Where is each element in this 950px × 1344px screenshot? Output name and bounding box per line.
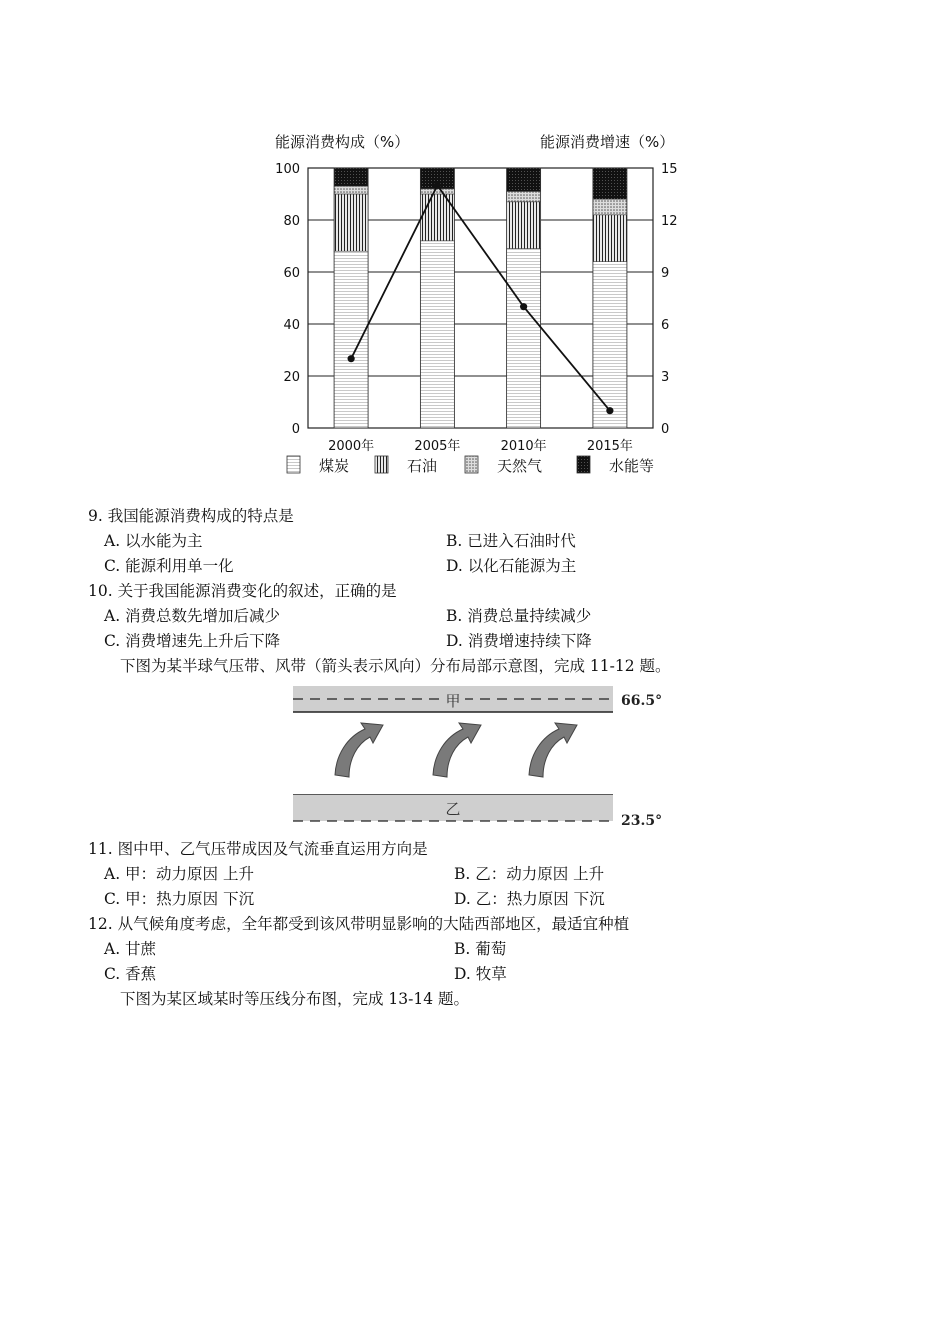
bar-segment bbox=[593, 199, 627, 215]
y-tick-label: 60 bbox=[283, 266, 300, 281]
q10-option-d[interactable]: D. 消费增速持续下降 bbox=[446, 632, 592, 650]
q11-option-d[interactable]: D. 乙：热力原因 下沉 bbox=[454, 890, 605, 908]
q12-stem: 12. 从气候角度考虑，全年都受到该风带明显影响的大陆西部地区，最适宜种植 bbox=[88, 915, 630, 933]
intro-13-14: 下图为某区域某时等压线分布图，完成 13-14 题。 bbox=[120, 990, 470, 1008]
q10-option-c[interactable]: C. 消费增速先上升后下降 bbox=[104, 632, 281, 650]
energy-consumption-chart bbox=[265, 125, 705, 495]
legend-label: 石油 bbox=[407, 457, 438, 475]
y-tick-label: 100 bbox=[275, 162, 300, 177]
y2-tick-label: 12 bbox=[661, 214, 678, 229]
legend-label: 水能等 bbox=[609, 457, 655, 475]
bar-segment bbox=[593, 262, 627, 428]
upper-lat-label: 66.5° bbox=[621, 693, 663, 709]
q10-stem: 10. 关于我国能源消费变化的叙述，正确的是 bbox=[88, 582, 397, 600]
bar-segment bbox=[334, 194, 368, 251]
bar-segment bbox=[334, 186, 368, 194]
y-tick-label: 0 bbox=[291, 422, 300, 437]
y2-tick-label: 0 bbox=[661, 422, 670, 437]
bar-segment bbox=[593, 168, 627, 199]
bar-segment bbox=[420, 189, 454, 194]
bar-segment bbox=[507, 191, 541, 201]
chart-legend bbox=[287, 456, 654, 475]
q11-option-c[interactable]: C. 甲：热力原因 下沉 bbox=[104, 890, 255, 908]
y2-tick-label: 3 bbox=[661, 370, 670, 385]
left-axis-title: 能源消费构成（%） bbox=[275, 133, 410, 151]
upper-belt-label: 甲 bbox=[445, 692, 461, 710]
q9-option-d[interactable]: D. 以化石能源为主 bbox=[446, 557, 577, 575]
intro-11-12: 下图为某半球气压带、风带（箭头表示风向）分布局部示意图，完成 11-12 题。 bbox=[120, 657, 671, 675]
legend-swatch bbox=[465, 456, 478, 473]
wind-arrow-icon bbox=[335, 723, 383, 777]
q9-stem: 9. 我国能源消费构成的特点是 bbox=[88, 507, 294, 525]
q12-option-b[interactable]: B. 葡萄 bbox=[454, 940, 507, 958]
bar-segment bbox=[507, 168, 541, 191]
y-tick-label: 20 bbox=[283, 370, 300, 385]
bar-segment bbox=[507, 249, 541, 428]
q11-option-b[interactable]: B. 乙：动力原因 上升 bbox=[454, 865, 605, 883]
q10-option-a[interactable]: A. 消费总数先增加后减少 bbox=[104, 607, 281, 625]
q12-option-a[interactable]: A. 甘蔗 bbox=[104, 940, 157, 958]
x-tick-label: 2000年 bbox=[328, 439, 375, 454]
q12-option-d[interactable]: D. 牧草 bbox=[454, 965, 507, 983]
bar-segment bbox=[334, 168, 368, 186]
q9-option-c[interactable]: C. 能源利用单一化 bbox=[104, 557, 234, 575]
pressure-belt-diagram bbox=[285, 680, 675, 830]
x-tick-label: 2005年 bbox=[414, 439, 461, 454]
lower-belt-label: 乙 bbox=[445, 800, 461, 818]
q10-option-b[interactable]: B. 消费总量持续减少 bbox=[446, 607, 592, 625]
y-tick-label: 40 bbox=[283, 318, 300, 333]
growth-point bbox=[348, 355, 355, 362]
legend-label: 天然气 bbox=[497, 457, 543, 475]
right-axis-title: 能源消费增速（%） bbox=[540, 133, 675, 151]
q9-option-b[interactable]: B. 已进入石油时代 bbox=[446, 532, 576, 550]
y2-tick-label: 15 bbox=[661, 162, 678, 177]
wind-arrow-icon bbox=[433, 723, 481, 777]
growth-point bbox=[434, 182, 441, 189]
q9-option-a[interactable]: A. 以水能为主 bbox=[104, 532, 203, 550]
y2-tick-label: 6 bbox=[661, 318, 670, 333]
x-tick-label: 2015年 bbox=[586, 439, 633, 454]
lower-lat-label: 23.5° bbox=[621, 813, 663, 829]
growth-point bbox=[520, 303, 527, 310]
bar-segment bbox=[593, 215, 627, 262]
legend-swatch bbox=[375, 456, 388, 473]
x-tick-label: 2010年 bbox=[500, 439, 547, 454]
y-tick-label: 80 bbox=[283, 214, 300, 229]
legend-label: 煤炭 bbox=[319, 457, 350, 475]
wind-arrow-icon bbox=[529, 723, 577, 777]
q11-option-a[interactable]: A. 甲：动力原因 上升 bbox=[104, 865, 254, 883]
legend-swatch bbox=[577, 456, 590, 473]
bar-segment bbox=[507, 202, 541, 249]
growth-point bbox=[606, 407, 613, 414]
y2-tick-label: 9 bbox=[661, 266, 670, 281]
bar-segment bbox=[334, 251, 368, 428]
q11-stem: 11. 图中甲、乙气压带成因及气流垂直运用方向是 bbox=[88, 840, 428, 858]
q12-option-c[interactable]: C. 香蕉 bbox=[104, 965, 157, 983]
bar-segment bbox=[420, 241, 454, 428]
legend-swatch bbox=[287, 456, 300, 473]
